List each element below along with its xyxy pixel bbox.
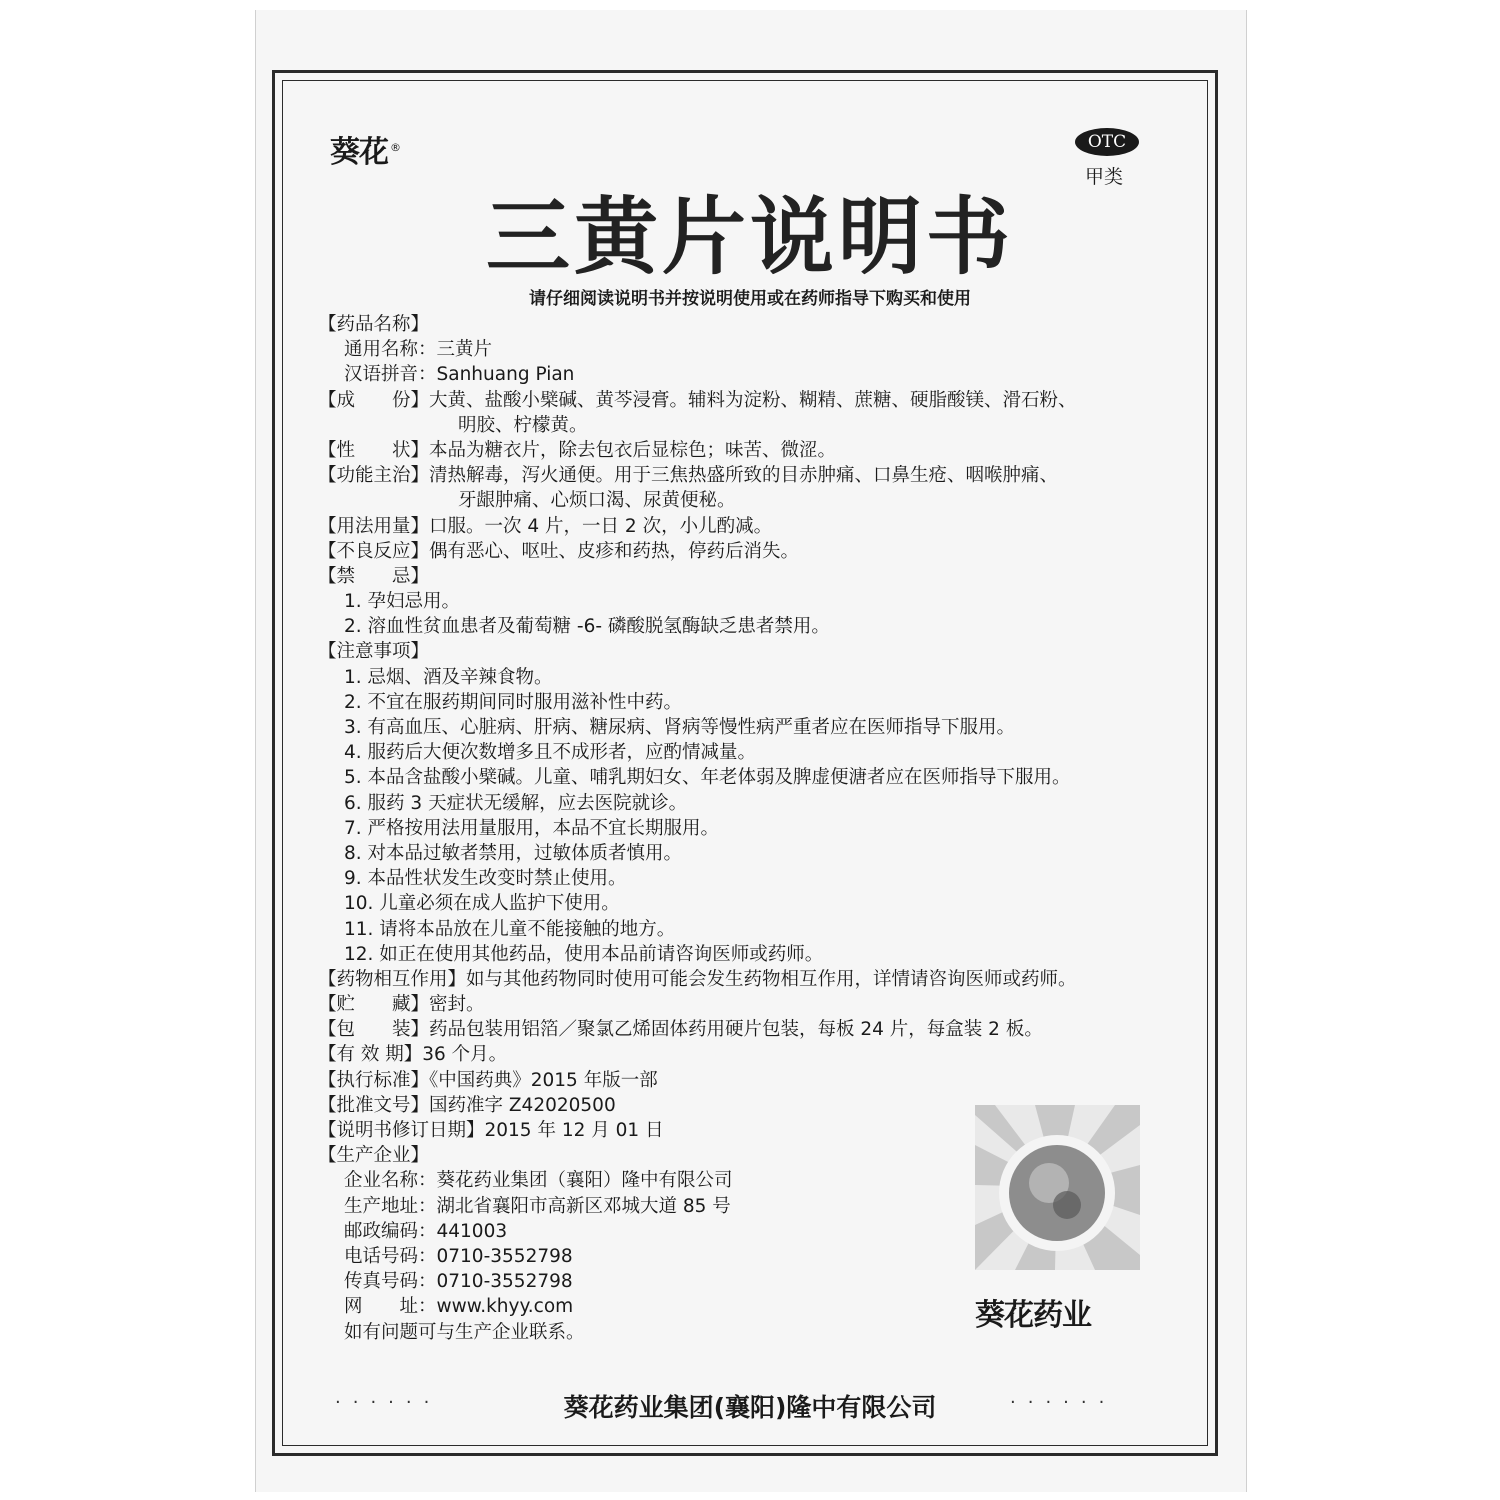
text-line: 【成 份】大黄、盐酸小檗碱、黄芩浸膏。辅料为淀粉、糊精、蔗糖、硬脂酸镁、滑石粉、 [318, 389, 1077, 411]
text-line: 如有问题可与生产企业联系。 [344, 1321, 585, 1343]
text-line: 10. 儿童必须在成人监护下使用。 [344, 893, 620, 915]
text-line: 1. 孕妇忌用。 [344, 591, 461, 613]
text-line: 企业名称：葵花药业集团（襄阳）隆中有限公司 [344, 1170, 733, 1192]
text-line: 9. 本品性状发生改变时禁止使用。 [344, 868, 627, 890]
text-line: 明胶、柠檬黄。 [458, 414, 588, 436]
text-line: 8. 对本品过敏者禁用，过敏体质者慎用。 [344, 842, 683, 864]
text-line: 生产地址：湖北省襄阳市高新区邓城大道 85 号 [344, 1195, 731, 1217]
text-line: 3. 有高血压、心脏病、肝病、糖尿病、肾病等慢性病严重者应在医师指导下服用。 [344, 717, 1016, 738]
footer-dots-left: ······ [335, 1392, 442, 1413]
text-line: 4. 服药后大便次数增多且不成形者，应酌情减量。 [344, 742, 757, 764]
text-line: 【性 状】本品为糖衣片，除去包衣后显棕色；味苦、微涩。 [318, 439, 837, 461]
text-line: 【生产企业】 [318, 1145, 430, 1167]
text-line: 牙龈肿痛、心烦口渴、尿黄便秘。 [458, 490, 736, 512]
text-line: 【功能主治】清热解毒，泻火通便。用于三焦热盛所致的目赤肿痛、口鼻生疮、咽喉肿痛、 [318, 465, 1059, 487]
sunflower-logo-icon [975, 1105, 1140, 1270]
text-line: 2. 溶血性贫血患者及葡萄糖 -6- 磷酸脱氢酶缺乏患者禁用。 [344, 616, 830, 638]
text-line: 【批准文号】国药准字 Z42020500 [318, 1094, 616, 1116]
text-line: 传真号码：0710-3552798 [344, 1271, 573, 1293]
text-line: 【禁 忌】 [318, 565, 430, 587]
otc-class-label: 甲类 [1085, 166, 1124, 188]
company-brand-logo: 葵花药业 [975, 1298, 1091, 1333]
text-line: 【药品名称】 [318, 314, 430, 335]
text-line: 邮政编码：441003 [344, 1220, 508, 1242]
footer-dots-right: ······ [1010, 1392, 1117, 1413]
text-line: 2. 不宜在服药期间同时服用滋补性中药。 [344, 691, 683, 713]
text-line: 【有 效 期】36 个月。 [318, 1044, 508, 1066]
text-line: 【执行标准】《中国药典》2015 年版一部 [318, 1069, 658, 1091]
text-line: 7. 严格按用法用量服用，本品不宜长期服用。 [344, 817, 720, 839]
text-line: 【不良反应】偶有恶心、呕吐、皮疹和药热，停药后消失。 [318, 540, 800, 562]
text-line: 【用法用量】口服。一次 4 片，一日 2 次，小儿酌减。 [318, 515, 773, 537]
text-line: 电话号码：0710-3552798 [344, 1245, 573, 1267]
text-line: 【说明书修订日期】2015 年 12 月 01 日 [318, 1120, 664, 1141]
text-line: 通用名称：三黄片 [344, 339, 493, 361]
brand-logo: 葵花 ® [330, 135, 400, 170]
text-line: 汉语拼音：Sanhuang Pian [344, 364, 575, 386]
usage-notice: 请仔细阅读说明书并按说明使用或在药师指导下购买和使用 [529, 289, 971, 309]
otc-badge: OTC [1075, 128, 1139, 156]
text-line: 5. 本品含盐酸小檗碱。儿童、哺乳期妇女、年老体弱及脾虚便溏者应在医师指导下服用。 [344, 767, 1071, 789]
text-line: 网 址：www.khyy.com [344, 1296, 574, 1318]
text-line: 【注意事项】 [318, 641, 430, 663]
text-line: 【包 装】药品包装用铝箔／聚氯乙烯固体药用硬片包装，每板 24 片，每盒装 2 板。 [318, 1019, 1043, 1041]
text-line: 11. 请将本品放在儿童不能接触的地方。 [344, 918, 676, 940]
text-line: 【贮 藏】密封。 [318, 994, 485, 1016]
text-line: 12. 如正在使用其他药品，使用本品前请咨询医师或药师。 [344, 943, 824, 965]
text-line: 6. 服药 3 天症状无缓解，应去医院就诊。 [344, 792, 688, 814]
text-line: 【药物相互作用】如与其他药物同时使用可能会发生药物相互作用，详情请咨询医师或药师。 [318, 968, 1077, 990]
footer-company-name: 葵花药业集团(襄阳)隆中有限公司 [563, 1393, 937, 1422]
registered-mark: ® [390, 141, 400, 154]
text-line: 1. 忌烟、酒及辛辣食物。 [344, 666, 553, 688]
page-title: 三黄片说明书 [485, 188, 1014, 286]
